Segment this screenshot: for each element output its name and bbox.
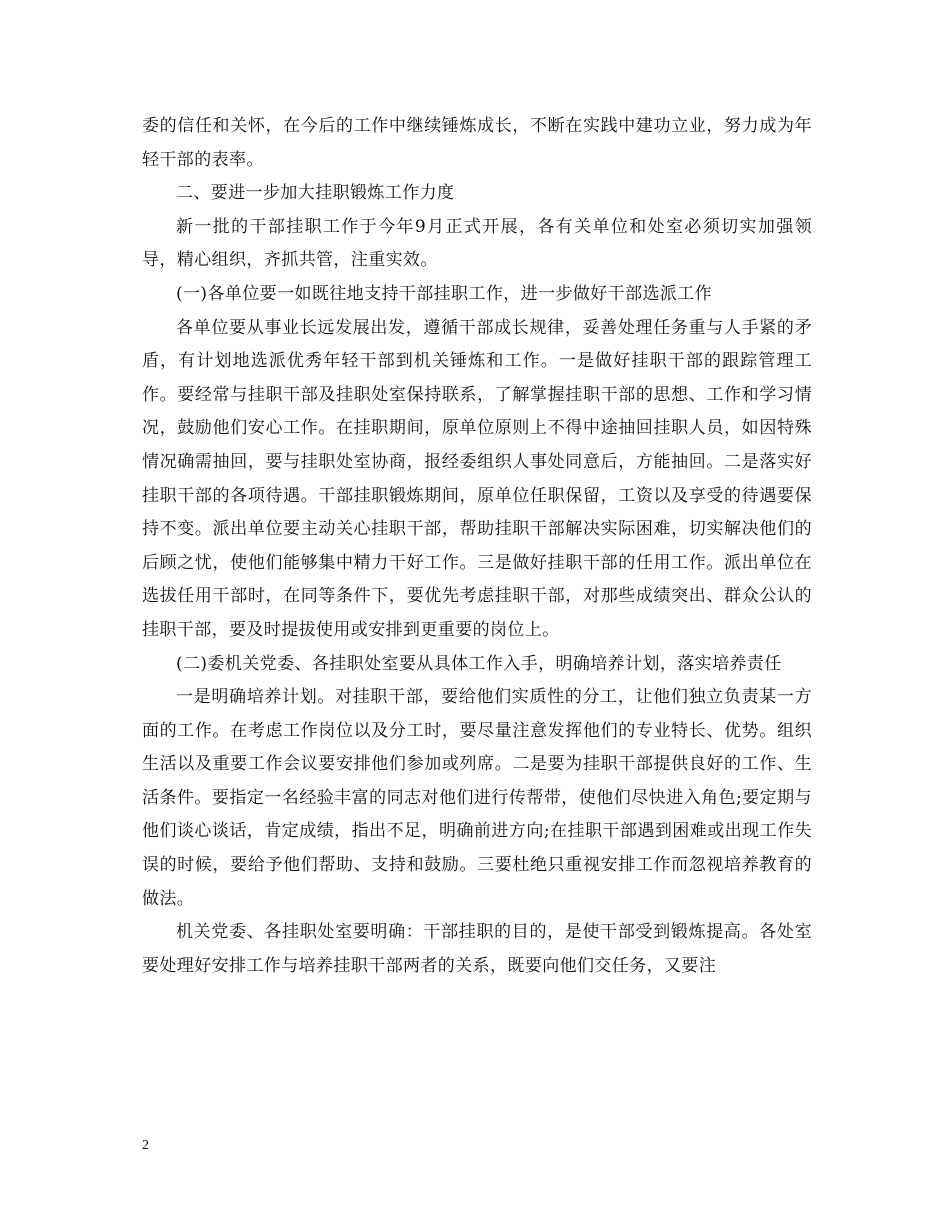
section-heading-2: 二、要进一步加大挂职锻炼工作力度 — [176, 183, 455, 204]
paragraph-unit-support: 各单位要从事业长远发展出发，遵循干部成长规律，妥善处理任务重与人手紧的矛盾，有计划地选派优秀年轻干部到机关锤炼和工作。一是做好挂职干部的跟踪管理工作。要经常与挂职干部及挂职处室保持联系，了解掌握挂职干部的思想、工作和学习情况，鼓励他们安心工作。在挂职期间，原单位原则上不得中途抽回挂职人员，如因特殊情况确需抽回，要与挂职处室协商，报经委组织人事处同意后，方能抽回。二是落实好挂职干部的各项待遇。干部挂职锻炼期间，原单位任职保留，工资以及享受的待遇要保持不变。派出单位要主动关心挂职干部，帮助挂职干部解决实际困难，切实解决他们的后顾之忧，使他们能够集中精力干好工作。三是做好挂职干部的任用工作。派出单位在选拔任用干部时，在同等条件下，要优先考虑挂职干部，对那些成绩突出、群众公认的挂职干部，要及时提拔使用或安排到更重要的岗位上。 — [142, 317, 812, 640]
page-number: 2 — [142, 1138, 149, 1153]
document-body — [142, 110, 812, 983]
paragraph-intro: 新一批的干部挂职工作于今年9月正式开展，各有关单位和处室必须切实加强领导，精心组织，齐抓共管，注重实效。 — [142, 216, 812, 271]
paragraph-continuation: 委的信任和关怀，在今后的工作中继续锤炼成长，不断在实践中建功立业，努力成为年轻干部的表率。 — [142, 116, 812, 170]
subsection-heading-2: (二)委机关党委、各挂职处室要从具体工作入手，明确培养计划，落实培养责任 — [176, 653, 782, 674]
paragraph-goal: 机关党委、各挂职处室要明确：干部挂职的目的，是使干部受到锻炼提高。各处室要处理好安排工作与培养挂职干部两者的关系，既要向他们交任务，又要注 — [142, 922, 812, 976]
paragraph-training-plan: 一是明确培养计划。对挂职干部，要给他们实质性的分工，让他们独立负责某一方面的工作。在考虑工作岗位以及分工时，要尽量注意发挥他们的专业特长、优势。组织生活以及重要工作会议要安排他们参加或列席。二是要为挂职干部提供良好的工作、生活条件。要指定一名经验丰富的同志对他们进行传帮带，使他们尽快进入角色;要定期与他们谈心谈话，肯定成绩，指出不足，明确前进方向;在挂职干部遇到困难或出现工作失误的时候，要给予他们帮助、支持和鼓励。三要杜绝只重视安排工作而忽视培养教育的做法。 — [142, 687, 812, 909]
subsection-heading-1: (一)各单位要一如既往地支持干部挂职工作，进一步做好干部选派工作 — [176, 283, 713, 304]
